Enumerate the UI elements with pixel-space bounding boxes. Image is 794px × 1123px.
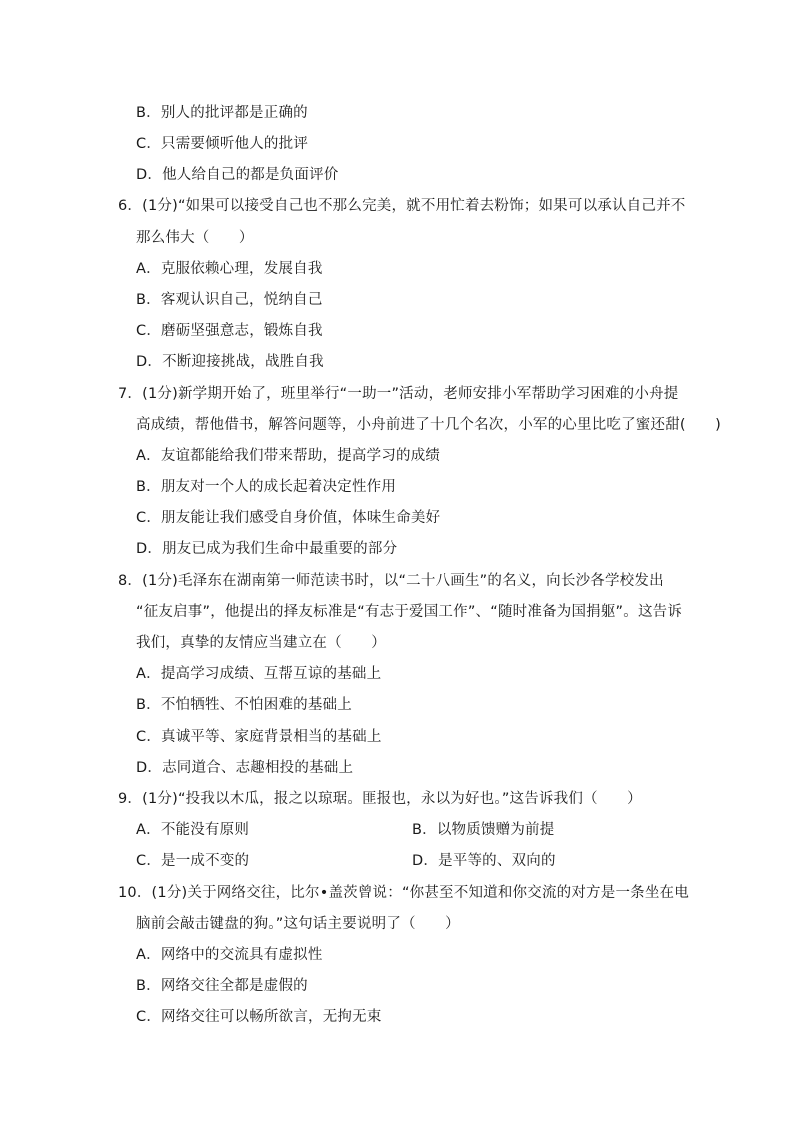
q5-option-c: C．只需要倾听他人的批评 [136,136,309,152]
q9-option-c: C．是一成不变的 [136,853,250,869]
q6-option-b: B．客观认识自己，悦纳自己 [136,292,323,308]
q7-stem-line-1: 7．(1分)新学期开始了，班里举行“一助一”活动，老师安排小军帮助学习困难的小舟提 [118,386,679,402]
q6-stem-line-2: 那么伟大（ ） [136,230,254,246]
q8-stem-line-1: 8．(1分)毛泽东在湖南第一师范读书时，以“二十八画生”的名义，向长沙各学校发出 [118,573,664,589]
q10-option-b: B．网络交往全都是虚假的 [136,978,308,994]
q6-option-d: D．不断迎接挑战，战胜自我 [136,354,324,370]
q10-stem-line-2: 脑前会敲击键盘的狗。”这句话主要说明了（ ） [136,916,460,932]
q8-option-b: B．不怕牺牲、不怕困难的基础上 [136,697,352,713]
q5-option-b: B．别人的批评都是正确的 [136,105,308,121]
q9-option-b: B．以物质馈赠为前提 [412,822,555,838]
q9-option-a: A．不能没有原则 [136,822,250,838]
q8-stem-line-2: “征友启事”，他提出的择友标准是“有志于爱国工作”、“随时准备为国捐躯”。这告诉 [136,604,683,620]
q7-option-c: C．朋友能让我们感受自身价值，体味生命美好 [136,510,441,526]
q8-option-c: C．真诚平等、家庭背景相当的基础上 [136,729,382,745]
q10-option-c: C．网络交往可以畅所欲言，无拘无束 [136,1009,382,1025]
q7-option-b: B．朋友对一个人的成长起着决定性作用 [136,479,397,495]
q9-option-d: D．是平等的、双向的 [412,853,556,869]
q8-option-d: D．志同道合、志趣相投的基础上 [136,760,354,776]
q7-stem-line-2: 高成绩，帮他借书，解答问题等，小舟前进了十几个名次，小军的心里比吃了蜜还甜( ) [136,417,722,433]
q6-option-a: A．克服依赖心理，发展自我 [136,261,323,277]
q7-option-d: D．朋友已成为我们生命中最重要的部分 [136,541,398,557]
q5-option-d: D．他人给自己的都是负面评价 [136,167,339,183]
q9-stem-line-1: 9．(1分)“投我以木瓜，报之以琼琚。匪报也，永以为好也。”这告诉我们（ ） [118,791,642,807]
q6-option-c: C．磨砺坚强意志，锻炼自我 [136,323,323,339]
q8-option-a: A．提高学习成绩、互帮互谅的基础上 [136,666,382,682]
q6-stem-line-1: 6．(1分)“如果可以接受自己也不那么完美，就不用忙着去粉饰；如果可以承认自己并不 [118,198,686,214]
q7-option-a: A．友谊都能给我们带来帮助，提高学习的成绩 [136,448,441,464]
q10-option-a: A．网络中的交流具有虚拟性 [136,947,323,963]
q10-stem-line-1: 10．(1分)关于网络交往，比尔•盖茨曾说：“你甚至不知道和你交流的对方是一条坐在电 [118,885,689,901]
q8-stem-line-3: 我们，真挚的友情应当建立在（ ） [136,635,386,651]
